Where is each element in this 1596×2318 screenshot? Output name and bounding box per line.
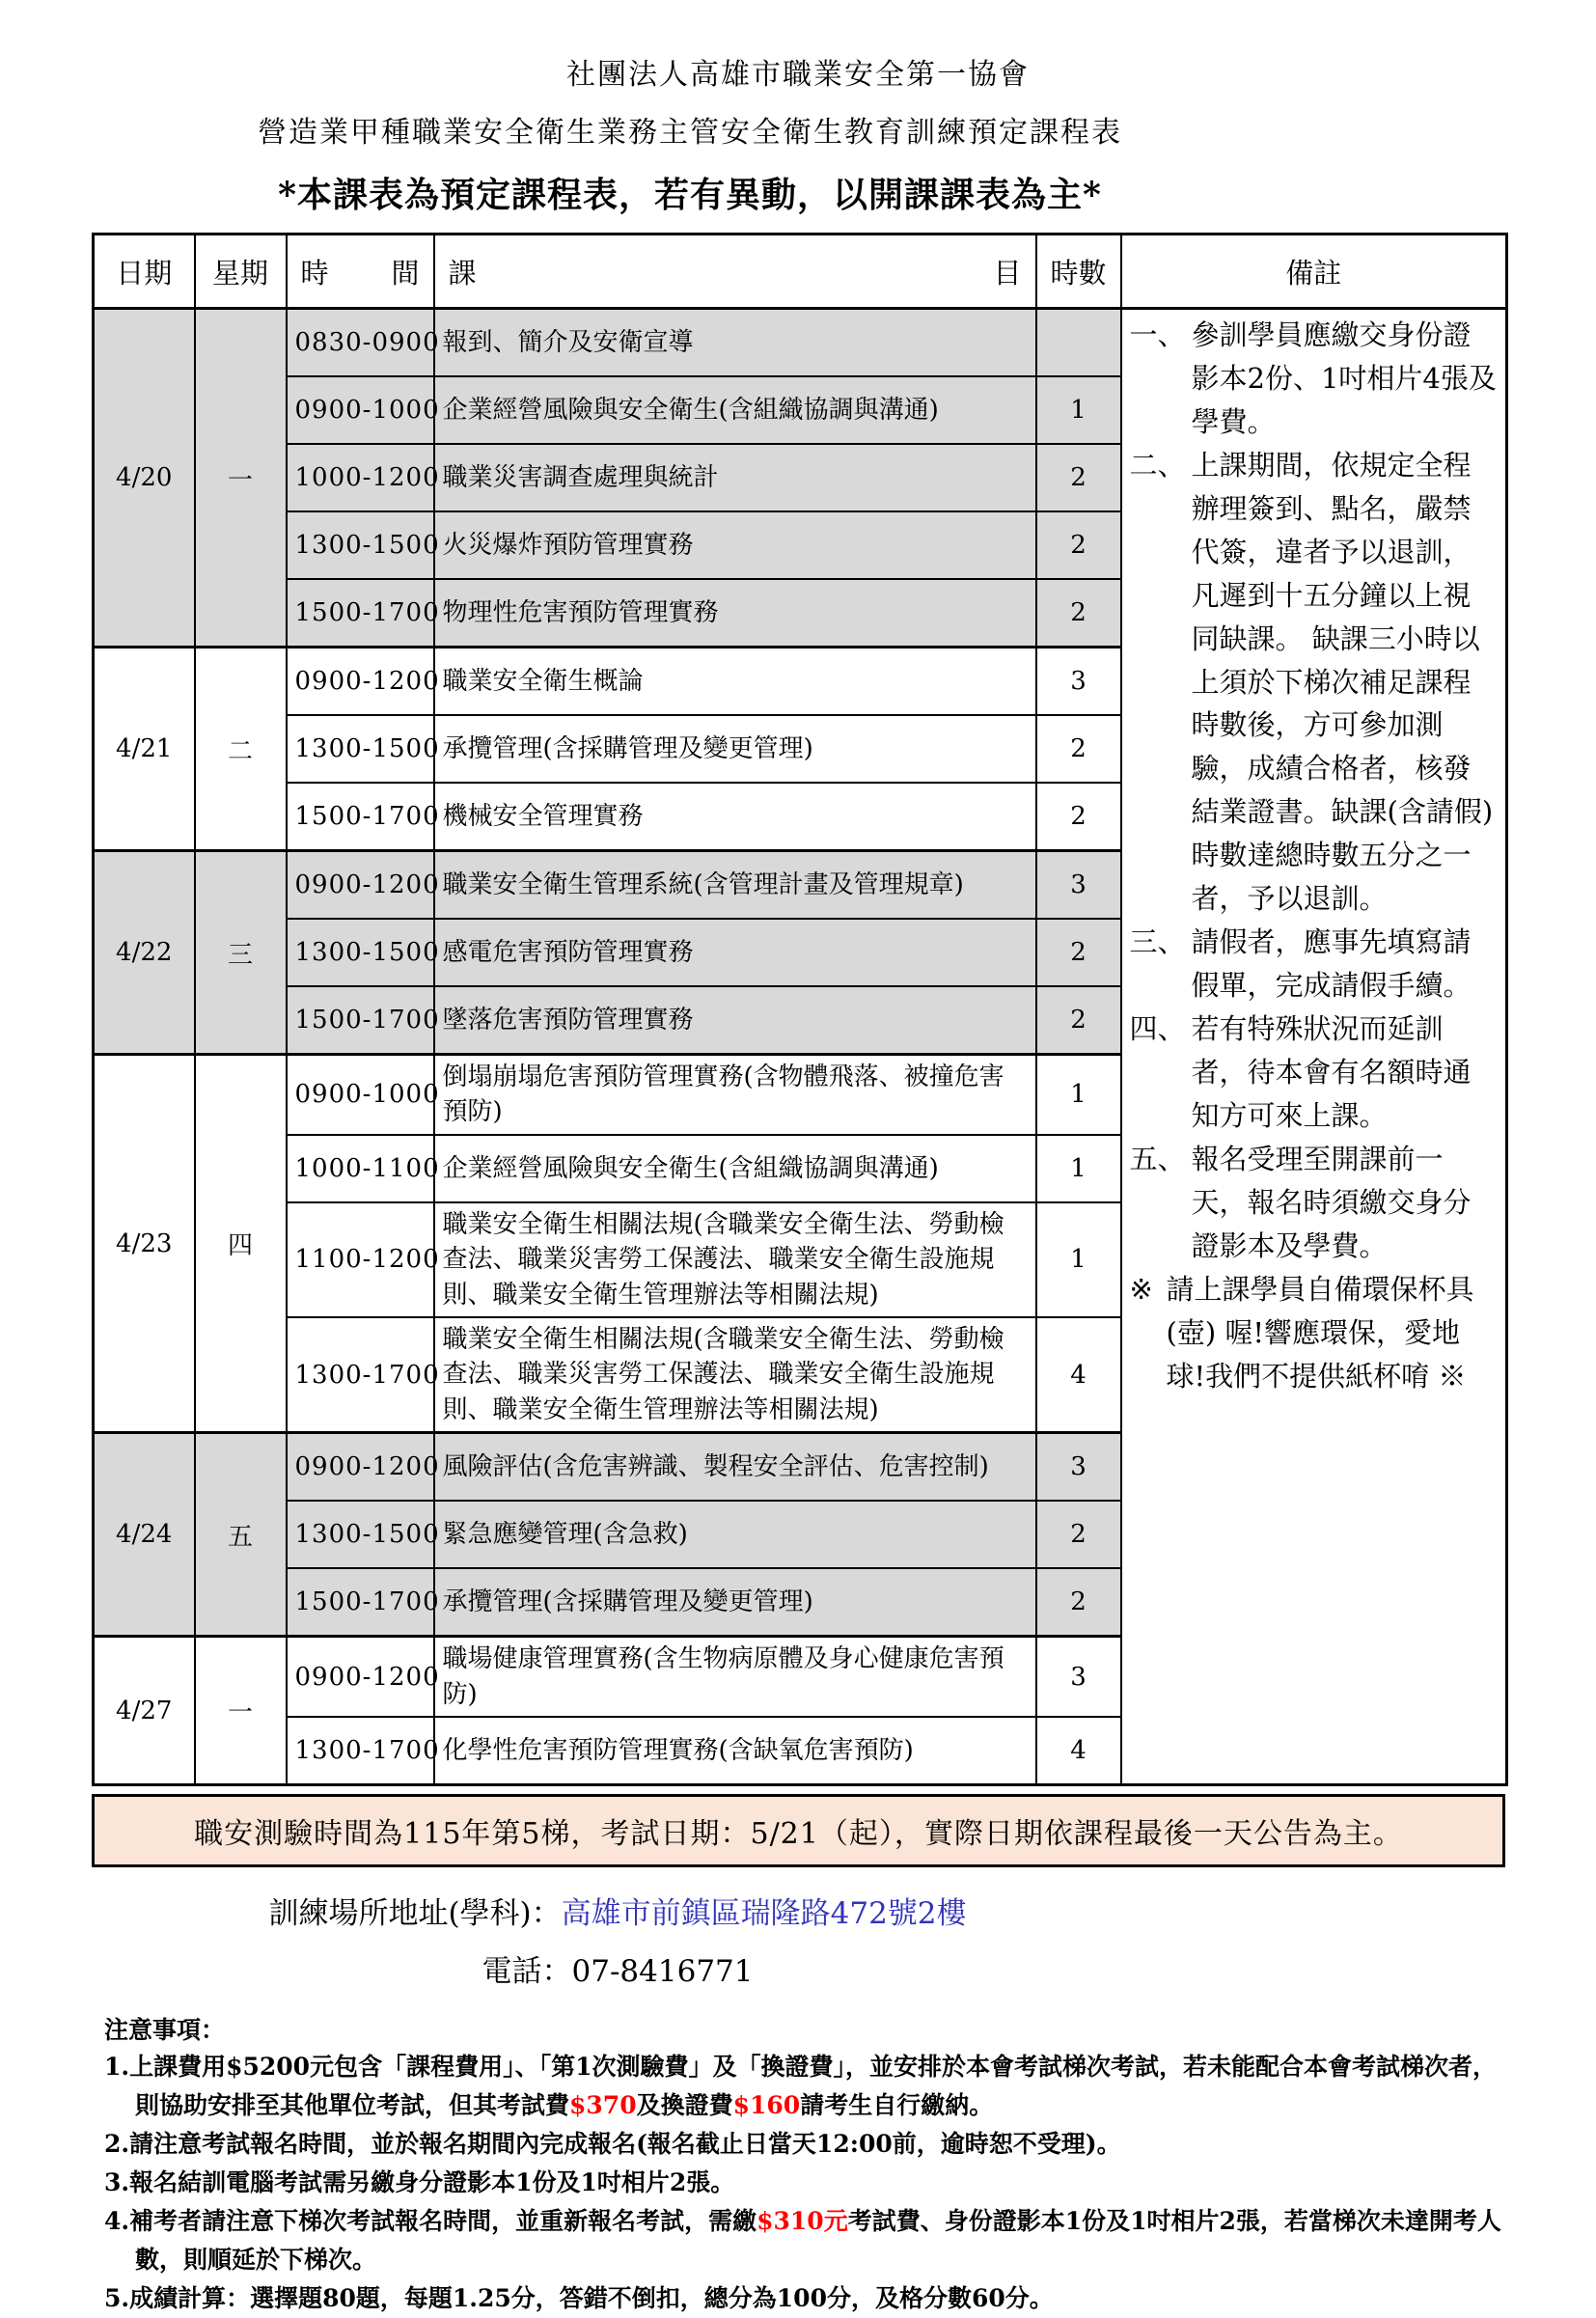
remark-item <box>1130 1138 1499 1268</box>
date-cell: 4/23 <box>94 1055 195 1433</box>
course-name-cell: 機械安全管理實務 <box>434 783 1036 851</box>
time-cell: 1000-1200 <box>287 444 434 511</box>
column-header-time-left: 時 <box>300 256 329 290</box>
course-name-cell: 感電危害預防管理實務 <box>434 919 1036 986</box>
course-name-cell: 職業安全衛生相關法規(含職業安全衛生法、勞動檢查法、職業災害勞工保護法、職業安全衛生設施規則、職業安全衛生管理辦法等相關法規) <box>434 1317 1036 1433</box>
column-header-course-left: 課 <box>448 256 477 290</box>
course-name-cell: 風險評估(含危害辨識、製程安全評估、危害控制) <box>434 1433 1036 1502</box>
hours-cell: 3 <box>1036 648 1121 716</box>
note-segment: 3.報名結訓電腦考試需另繳身分證影本1份及1吋相片2張。 <box>104 2167 735 2196</box>
date-cell: 4/22 <box>94 851 195 1055</box>
remark-marker: 四、 <box>1129 1012 1186 1045</box>
course-name-cell: 承攬管理(含採購管理及變更管理) <box>434 715 1036 783</box>
time-cell: 1500-1700 <box>287 1568 434 1637</box>
column-header-time <box>287 235 434 309</box>
remark-marker: 一、 <box>1129 318 1186 351</box>
time-cell: 1500-1700 <box>287 783 434 851</box>
hours-cell: 2 <box>1036 579 1121 648</box>
exam-date-banner: 職安測驗時間為115年第5梯，考試日期：5/21（起），實際日期依課程最後一天公告為主。 <box>92 1794 1505 1867</box>
note-item <box>104 2125 1513 2164</box>
course-name-cell: 墜落危害預防管理實務 <box>434 986 1036 1055</box>
date-cell: 4/21 <box>94 648 195 851</box>
column-header-time-right: 間 <box>391 256 420 290</box>
column-header-week: 星期 <box>195 235 287 309</box>
hours-cell: 3 <box>1036 1433 1121 1502</box>
hours-cell <box>1036 309 1121 377</box>
contact-block <box>135 1885 1100 2001</box>
remark-item <box>1130 314 1499 444</box>
course-name-cell: 火災爆炸預防管理實務 <box>434 511 1036 579</box>
time-cell: 1500-1700 <box>287 579 434 648</box>
hours-cell: 2 <box>1036 511 1121 579</box>
course-name-cell: 職業安全衛生概論 <box>434 648 1036 716</box>
weekday-cell: 二 <box>195 648 287 851</box>
time-cell: 0900-1200 <box>287 1433 434 1502</box>
remark-item <box>1130 1268 1499 1398</box>
phone-line: 電話：07-8416771 <box>482 1954 754 1990</box>
notes-title: 注意事項： <box>104 2015 226 2044</box>
remark-item <box>1130 444 1499 921</box>
time-cell: 0900-1200 <box>287 851 434 920</box>
course-title: 營造業甲種職業安全衛生業務主管安全衛生教育訓練預定課程表 <box>258 116 1122 150</box>
time-cell: 0900-1000 <box>287 376 434 444</box>
course-name-cell: 職業災害調查處理與統計 <box>434 444 1036 511</box>
course-name-cell: 倒塌崩塌危害預防管理實務(含物體飛落、被撞危害預防) <box>434 1055 1036 1135</box>
weekday-cell: 五 <box>195 1433 287 1637</box>
column-header-course <box>434 235 1036 309</box>
date-cell: 4/27 <box>94 1637 195 1785</box>
course-name-cell: 緊急應變管理(含急救) <box>434 1501 1036 1568</box>
column-header-remark: 備註 <box>1121 235 1507 309</box>
hours-cell: 4 <box>1036 1317 1121 1433</box>
schedule-change-notice: *本課表為預定課程表，若有異動，以開課課表為主* <box>278 175 1102 215</box>
remark-marker: ※ <box>1129 1272 1153 1306</box>
organization-title: 社團法人高雄市職業安全第一協會 <box>566 58 1030 92</box>
time-cell: 1100-1200 <box>287 1202 434 1317</box>
course-name-cell: 企業經營風險與安全衛生(含組織協調與溝通) <box>434 1135 1036 1202</box>
table-header <box>94 235 1507 309</box>
note-segment: 請考生自行繳納。 <box>800 2090 994 2119</box>
remark-item <box>1130 921 1499 1007</box>
time-cell: 0900-1000 <box>287 1055 434 1135</box>
column-header-date: 日期 <box>94 235 195 309</box>
note-item <box>104 2279 1513 2318</box>
column-header-hours: 時數 <box>1036 235 1121 309</box>
note-item <box>104 2164 1513 2202</box>
hours-cell: 2 <box>1036 1568 1121 1637</box>
course-name-cell: 承攬管理(含採購管理及變更管理) <box>434 1568 1036 1637</box>
time-cell: 0900-1200 <box>287 1637 434 1717</box>
time-cell: 1300-1700 <box>287 1717 434 1785</box>
course-schedule-table <box>92 233 1508 1786</box>
course-name-cell: 報到、簡介及安衛宣導 <box>434 309 1036 377</box>
remark-marker: 五、 <box>1129 1142 1186 1175</box>
date-cell: 4/20 <box>94 309 195 648</box>
note-segment: $310元 <box>757 2206 848 2235</box>
hours-cell: 1 <box>1036 1135 1121 1202</box>
note-item <box>104 2048 1513 2125</box>
remark-marker: 二、 <box>1129 448 1186 482</box>
hours-cell: 2 <box>1036 715 1121 783</box>
hours-cell: 2 <box>1036 444 1121 511</box>
course-name-cell: 職場健康管理實務(含生物病原體及身心健康危害預防) <box>434 1637 1036 1717</box>
time-cell: 0830-0900 <box>287 309 434 377</box>
time-cell: 1300-1500 <box>287 919 434 986</box>
hours-cell: 2 <box>1036 783 1121 851</box>
hours-cell: 2 <box>1036 986 1121 1055</box>
weekday-cell: 三 <box>195 851 287 1055</box>
time-cell: 1300-1500 <box>287 1501 434 1568</box>
course-row <box>94 309 1507 377</box>
course-name-cell: 職業安全衛生管理系統(含管理計畫及管理規章) <box>434 851 1036 920</box>
time-cell: 1000-1100 <box>287 1135 434 1202</box>
hours-cell: 1 <box>1036 376 1121 444</box>
hours-cell: 3 <box>1036 1637 1121 1717</box>
training-address-label: 訓練場所地址(學科)： <box>268 1895 562 1931</box>
course-name-cell: 物理性危害預防管理實務 <box>434 579 1036 648</box>
table-header-row <box>94 235 1507 309</box>
course-name-cell: 職業安全衛生相關法規(含職業安全衛生法、勞動檢查法、職業災害勞工保護法、職業安全衛生設施規則、職業安全衛生管理辦法等相關法規) <box>434 1202 1036 1317</box>
remark-cell <box>1121 309 1507 1785</box>
notes-section <box>104 2011 1513 2318</box>
hours-cell: 1 <box>1036 1202 1121 1317</box>
note-segment: 5.成績計算：選擇題80題，每題1.25分，答錯不倒扣，總分為100分，及格分數60分。 <box>104 2283 1054 2312</box>
training-address-value: 高雄市前鎮區瑞隆路472號2樓 <box>561 1895 967 1931</box>
remark-text: 上課期間，依規定全程辦理簽到、點名，嚴禁代簽，違者予以退訓，凡遲到十五分鐘以上視同缺課。 缺課三小時以上須於下梯次補足課程時數後，方可參加測驗，成績合格者，核發結業證書。缺課(含請假)時數達總時數五分之一者，予以退訓。 <box>1191 448 1494 916</box>
note-segment: 2.請注意考試報名時間，並於報名期間內完成報名(報名截止日當天12:00前，逾時恕不受理)。 <box>104 2129 1121 2158</box>
course-name-cell: 企業經營風險與安全衛生(含組織協調與溝通) <box>434 376 1036 444</box>
note-segment: 考試費、身份證影本1份及1吋相片2張，若當梯次未達開考人數，則順延於下梯次。 <box>135 2206 1501 2274</box>
hours-cell: 1 <box>1036 1055 1121 1135</box>
hours-cell: 2 <box>1036 1501 1121 1568</box>
note-segment: 及換證費 <box>636 2090 733 2119</box>
note-segment: 4.補考者請注意下梯次考試報名時間，並重新報名考試，需繳 <box>104 2206 757 2235</box>
time-cell: 1300-1500 <box>287 715 434 783</box>
remark-marker: 三、 <box>1129 925 1186 959</box>
date-cell: 4/24 <box>94 1433 195 1637</box>
weekday-cell: 一 <box>195 309 287 648</box>
remark-text: 請上課學員自備環保杯具(壺) 喔!響應環保，愛地球!我們不提供紙杯唷 ※ <box>1166 1272 1474 1393</box>
notes-list <box>104 2048 1513 2318</box>
course-name-cell: 化學性危害預防管理實務(含缺氧危害預防) <box>434 1717 1036 1785</box>
weekday-cell: 一 <box>195 1637 287 1785</box>
hours-cell: 3 <box>1036 851 1121 920</box>
time-cell: 1300-1500 <box>287 511 434 579</box>
time-cell: 0900-1200 <box>287 648 434 716</box>
remark-text: 請假者，應事先填寫請假單，完成請假手續。 <box>1191 925 1472 1003</box>
note-segment: $370 <box>569 2090 637 2119</box>
time-cell: 1300-1700 <box>287 1317 434 1433</box>
column-header-course-right: 目 <box>993 256 1022 290</box>
remark-text: 參訓學員應繳交身份證影本2份、1吋相片4張及學費。 <box>1191 318 1497 438</box>
hours-cell: 4 <box>1036 1717 1121 1785</box>
hours-cell: 2 <box>1036 919 1121 986</box>
training-address-line <box>135 1885 1100 1943</box>
remark-text: 若有特殊狀況而延訓者，待本會有名額時通知方可來上課。 <box>1191 1012 1472 1132</box>
note-segment: 1.上課費用$5200元包含「課程費用」、「第1次測驗費」及「換證費」，並安排於本會考試梯次考試，若未能配合本會考試梯次者，則協助安排至其他單位考試，但其考試費 <box>104 2052 1497 2119</box>
remark-text: 報名受理至開課前一天，報名時須繳交身分證影本及學費。 <box>1191 1142 1472 1262</box>
weekday-cell: 四 <box>195 1055 287 1433</box>
remark-item <box>1130 1007 1499 1138</box>
note-item <box>104 2202 1513 2279</box>
time-cell: 1500-1700 <box>287 986 434 1055</box>
note-segment: $160 <box>732 2090 801 2119</box>
table-body <box>94 309 1507 1785</box>
